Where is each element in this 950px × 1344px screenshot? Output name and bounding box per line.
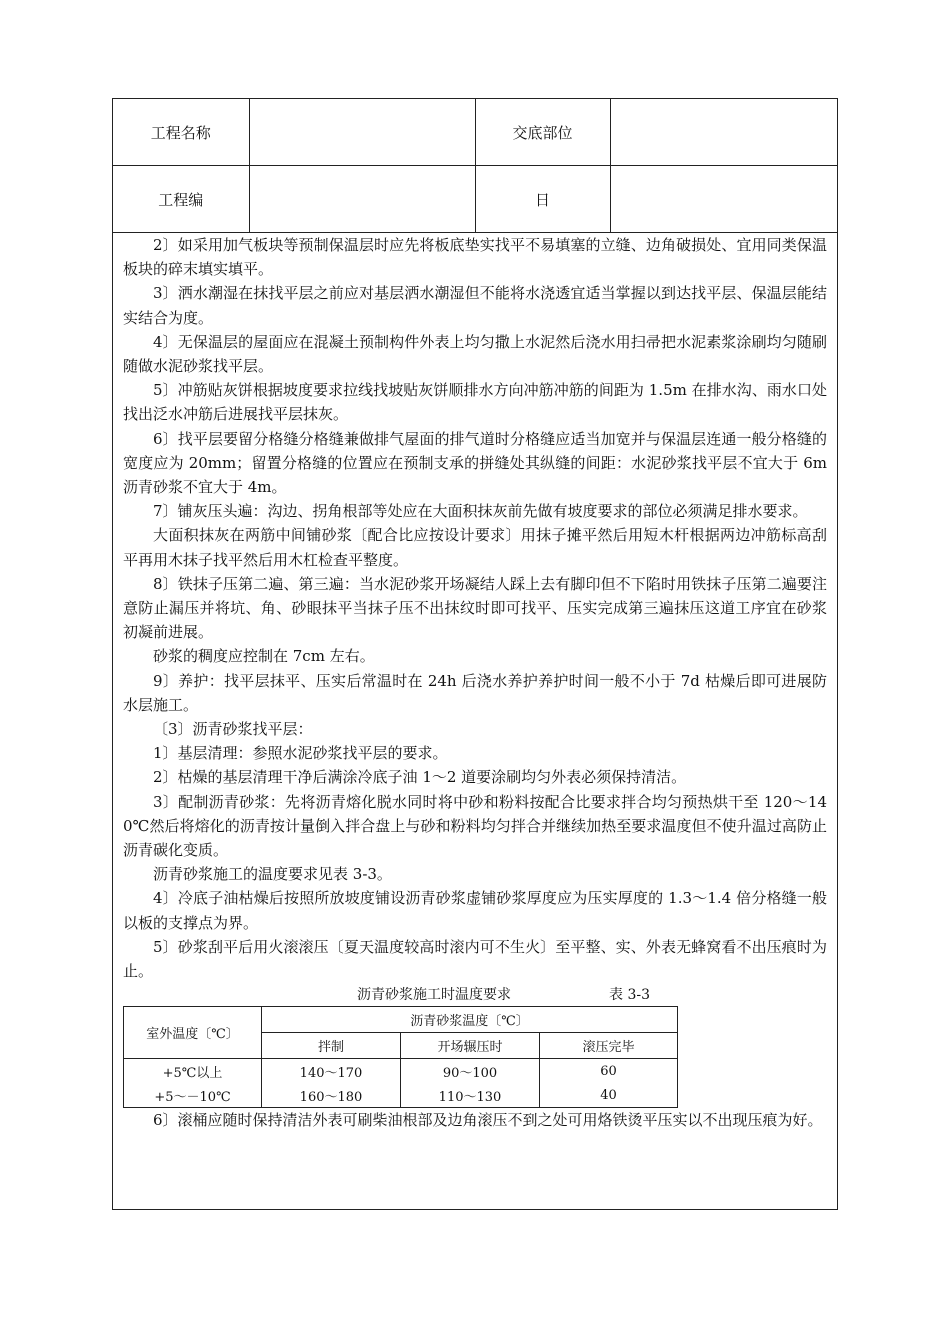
table-cell: 160～180 <box>262 1083 401 1108</box>
col-header-mortar-temp: 沥青砂浆温度〔℃〕 <box>262 1007 678 1033</box>
paragraph: 7〕铺灰压头遍：沟边、拐角根部等处应在大面积抹灰前先做有坡度要求的部位必须满足排水要求。 <box>153 502 808 521</box>
paragraph: 4〕无保温层的屋面应在混凝土预制构件外表上均匀撒上水泥然后浇水用扫帚把水泥素浆涂刷均匀随刷随做水泥砂浆找平层。 <box>123 332 827 376</box>
location-label: 交底部位 <box>475 99 610 166</box>
document-body <box>123 233 827 1133</box>
paragraph: 3〕配制沥青砂浆：先将沥青熔化脱水同时将中砂和粉料按配合比要求拌合均匀预热烘干至 120～140℃然后将熔化的沥青按计量倒入拌合盘上与砂和粉料均匀拌合并继续加热至要求温度但不使升温过高防止沥青碳化变质。 <box>123 792 827 860</box>
table-row <box>124 1059 678 1084</box>
project-name-value <box>249 99 475 166</box>
table-cell: 40 <box>540 1083 678 1108</box>
paragraph: 5〕砂浆刮平后用火滚滚压〔夏天温度较高时滚内可不生火〕至平整、实、外表无蜂窝看不出压痕时为止。 <box>123 937 827 981</box>
table-cell: 110～130 <box>401 1083 540 1108</box>
paragraph: 砂浆的稠度应控制在 7cm 左右。 <box>153 647 375 666</box>
col-header-outdoor-temp: 室外温度〔℃〕 <box>124 1007 262 1059</box>
paragraph: 2〕枯燥的基层清理干净后满涂冷底子油 1～2 道要涂刷均匀外表必须保持清洁。 <box>153 768 687 787</box>
paragraph: 9〕养护：找平层抹平、压实后常温时在 24h 后浇水养护养护时间一般不小于 7d 枯燥后即可进展防水层施工。 <box>123 671 827 714</box>
table-row <box>124 1083 678 1108</box>
project-no-value <box>249 166 475 233</box>
paragraph: 8〕铁抹子压第二遍、第三遍：当水泥砂浆开场凝结人踩上去有脚印但不下陷时用铁抹子压第二遍要注意防止漏压并将坑、角、砂眼抹平当抹子压不出抹纹时即可找平、压实完成第三遍抹压这道工序宜在砂浆初凝前进展。 <box>123 574 827 642</box>
table-caption <box>123 984 827 1006</box>
table-cell: +5～－10℃ <box>124 1083 262 1108</box>
location-value <box>610 99 837 166</box>
paragraph: 6〕滚桶应随时保持清洁外表可刷柴油根部及边角滚压不到之处可用烙铁烫平压实以不出现压痕为好。 <box>153 1111 823 1130</box>
project-no-label: 工程编 <box>113 166 249 233</box>
temperature-table <box>123 1006 678 1108</box>
date-label: 日 <box>475 166 610 233</box>
paragraph: 3〕洒水潮湿在抹找平层之前应对基层洒水潮湿但不能将水浇透宜适当掌握以到达找平层、保温层能结实结合为度。 <box>123 284 827 327</box>
date-value <box>610 166 837 233</box>
paragraph: 5〕冲筋贴灰饼根据坡度要求拉线找坡贴灰饼顺排水方向冲筋冲筋的间距为 1.5m 在排水沟、雨水口处找出泛水冲筋后进展找平层抹灰。 <box>123 381 827 424</box>
paragraph: 1〕基层清理：参照水泥砂浆找平层的要求。 <box>153 744 448 763</box>
document-sheet <box>112 98 838 1210</box>
table-number: 表 3-3 <box>609 987 650 1004</box>
paragraph: 6〕找平层要留分格缝分格缝兼做排气屋面的排气道时分格缝应适当加宽并与保温层连通一般分格缝的宽度应为 20mm；留置分格缝的位置应在预制支承的拼缝处其纵缝的间距：水泥砂浆找平层不宜大于 6m 沥青砂浆不宜大于 4m。 <box>123 429 827 497</box>
paragraph: 2〕如采用加气板块等预制保温层时应先将板底垫实找平不易填塞的立缝、边角破损处、宜用同类保温板块的碎末填实填平。 <box>123 236 827 279</box>
paragraph: 4〕冷底子油枯燥后按照所放坡度铺设沥青砂浆虚铺砂浆厚度应为压实厚度的 1.3～1.4 倍分格缝一般以板的支撑点为界。 <box>123 889 827 932</box>
section-heading: 〔3〕沥青砂浆找平层： <box>153 720 313 739</box>
project-name-label: 工程名称 <box>113 99 249 166</box>
sub-header-rolling-done: 滚压完毕 <box>540 1033 678 1059</box>
table-title: 沥青砂浆施工时温度要求 <box>357 987 511 1004</box>
table-cell: 60 <box>540 1059 678 1084</box>
paragraph: 沥青砂浆施工的温度要求见表 3-3。 <box>153 865 392 884</box>
sub-header-start-rolling: 开场辗压时 <box>401 1033 540 1059</box>
paragraph: 大面积抹灰在两筋中间铺砂浆〔配合比应按设计要求〕用抹子摊平然后用短木杆根据两边冲筋标高刮平再用木抹子找平然后用木杠检查平整度。 <box>123 526 827 569</box>
header-table <box>113 99 837 233</box>
table-cell: 140～170 <box>262 1059 401 1084</box>
sub-header-mixing: 拌制 <box>262 1033 401 1059</box>
table-cell: +5℃以上 <box>124 1059 262 1084</box>
table-cell: 90～100 <box>401 1059 540 1084</box>
